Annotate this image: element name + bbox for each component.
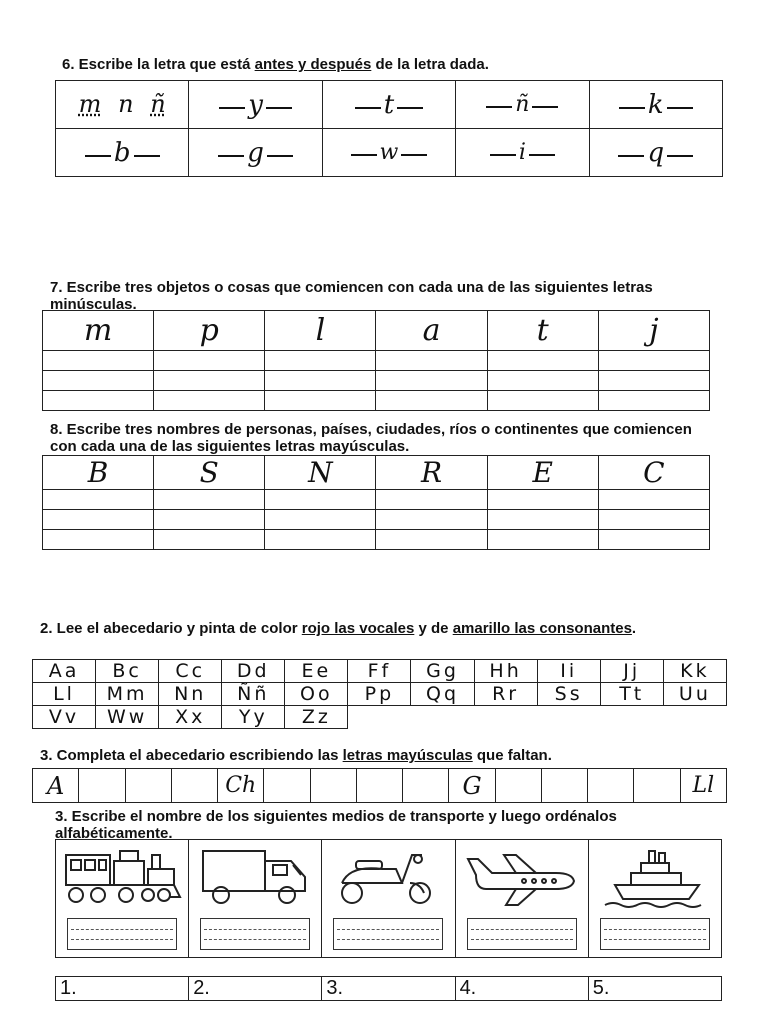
write-cell[interactable] xyxy=(598,490,709,510)
capital-cell[interactable] xyxy=(588,769,634,803)
capital-cell[interactable] xyxy=(125,769,171,803)
letter-cell[interactable]: Nn xyxy=(159,683,222,706)
transport-cell-truck xyxy=(189,840,322,958)
ex6-cell[interactable]: y xyxy=(189,81,322,129)
transport-cell-airplane xyxy=(455,840,588,958)
ex8-letter: E xyxy=(487,456,598,490)
ex6-cell[interactable]: q xyxy=(589,129,722,177)
write-cell[interactable] xyxy=(265,371,376,391)
name-field[interactable] xyxy=(67,918,177,950)
write-cell[interactable] xyxy=(43,371,154,391)
capital-cell[interactable] xyxy=(171,769,217,803)
ex7-letter: m xyxy=(43,311,154,351)
ex8-letter: N xyxy=(265,456,376,490)
ex6-cell[interactable]: i xyxy=(456,129,589,177)
name-field[interactable] xyxy=(333,918,443,950)
transport-cell-train xyxy=(56,840,189,958)
write-cell[interactable] xyxy=(265,391,376,411)
letter-cell[interactable]: Ii xyxy=(537,660,600,683)
letter-cell[interactable]: Zz xyxy=(285,706,348,729)
letter-cell[interactable]: Mm xyxy=(96,683,159,706)
capital-cell[interactable]: G xyxy=(449,769,495,803)
ex7-letter: a xyxy=(376,311,487,351)
write-cell[interactable] xyxy=(154,530,265,550)
ex8-table xyxy=(42,455,710,550)
letter-cell[interactable]: Dd xyxy=(222,660,285,683)
ship-icon xyxy=(595,847,715,909)
ex8-letter: R xyxy=(376,456,487,490)
empty-cell xyxy=(348,706,727,729)
name-field[interactable] xyxy=(467,918,577,950)
write-cell[interactable] xyxy=(154,351,265,371)
write-cell[interactable] xyxy=(154,510,265,530)
train-icon xyxy=(62,847,182,909)
letter-cell[interactable]: Yy xyxy=(222,706,285,729)
letter-cell[interactable]: Ññ xyxy=(222,683,285,706)
order-table xyxy=(55,976,722,1001)
ex8-letter: S xyxy=(154,456,265,490)
ex3b-title: 3. Escribe el nombre de los siguientes medios de transporte y luego ordénalos alfabéticamente. xyxy=(55,808,720,842)
write-cell[interactable] xyxy=(154,391,265,411)
ex2-title: 2. Lee el abecedario y pinta de color rojo las vocales y de amarillo las consonantes. xyxy=(40,620,637,637)
write-cell[interactable] xyxy=(487,371,598,391)
write-cell[interactable] xyxy=(376,530,487,550)
ex6-title: 6. Escribe la letra que está antes y después de la letra dada. xyxy=(62,56,489,73)
write-cell[interactable] xyxy=(487,391,598,411)
letter-cell[interactable]: Ff xyxy=(348,660,411,683)
write-cell[interactable] xyxy=(598,351,709,371)
transport-cell-ship xyxy=(588,840,721,958)
write-cell[interactable] xyxy=(43,351,154,371)
order-cell[interactable]: 2. xyxy=(189,977,322,1001)
capital-cell[interactable] xyxy=(634,769,680,803)
order-cell[interactable]: 1. xyxy=(56,977,189,1001)
ex6-cell[interactable]: w xyxy=(322,129,455,177)
letter-cell[interactable]: Oo xyxy=(285,683,348,706)
capital-cell[interactable]: Ch xyxy=(218,769,264,803)
write-cell[interactable] xyxy=(598,530,709,550)
ex7-letter: l xyxy=(265,311,376,351)
letter-cell[interactable]: Qq xyxy=(411,683,474,706)
capital-cell[interactable] xyxy=(356,769,402,803)
write-cell[interactable] xyxy=(154,490,265,510)
letter-cell[interactable]: Gg xyxy=(411,660,474,683)
ex7-letter: t xyxy=(487,311,598,351)
write-cell[interactable] xyxy=(265,510,376,530)
ex7-letter: j xyxy=(598,311,709,351)
write-cell[interactable] xyxy=(598,510,709,530)
capital-cell[interactable] xyxy=(541,769,587,803)
letter-cell[interactable]: Kk xyxy=(663,660,726,683)
letter-cell[interactable]: Cc xyxy=(159,660,222,683)
letter-cell[interactable]: Pp xyxy=(348,683,411,706)
ex8-letter: B xyxy=(43,456,154,490)
letter-cell[interactable]: Jj xyxy=(600,660,663,683)
ex7-title: 7. Escribe tres objetos o cosas que comiencen con cada una de las siguientes letras minúsculas. xyxy=(50,279,653,313)
write-cell[interactable] xyxy=(265,351,376,371)
write-cell[interactable] xyxy=(43,510,154,530)
capital-cell[interactable] xyxy=(495,769,541,803)
letter-cell[interactable]: Ss xyxy=(537,683,600,706)
write-cell[interactable] xyxy=(43,490,154,510)
write-cell[interactable] xyxy=(487,510,598,530)
write-cell[interactable] xyxy=(154,371,265,391)
write-cell[interactable] xyxy=(43,391,154,411)
letter-cell[interactable]: Rr xyxy=(474,683,537,706)
ex7-letter: p xyxy=(154,311,265,351)
ex8-title: 8. Escribe tres nombres de personas, países, ciudades, ríos o continentes que comiencen con cada una de las siguientes letras mayúsculas. xyxy=(50,421,692,455)
letter-cell[interactable]: Hh xyxy=(474,660,537,683)
ex3a-title: 3. Completa el abecedario escribiendo las letras mayúsculas que faltan. xyxy=(40,747,552,764)
letter-cell[interactable]: Ll xyxy=(33,683,96,706)
ex6-cell[interactable]: k xyxy=(589,81,722,129)
transport-cell-scooter xyxy=(322,840,455,958)
write-cell[interactable] xyxy=(487,490,598,510)
write-cell[interactable] xyxy=(598,391,709,411)
write-cell[interactable] xyxy=(43,530,154,550)
letter-cell[interactable]: Ee xyxy=(285,660,348,683)
capital-cell[interactable] xyxy=(264,769,310,803)
ex6-table xyxy=(55,80,723,177)
write-cell[interactable] xyxy=(265,530,376,550)
write-cell[interactable] xyxy=(376,490,487,510)
capital-cell[interactable] xyxy=(403,769,449,803)
write-cell[interactable] xyxy=(487,530,598,550)
ex6-cell[interactable]: b xyxy=(56,129,189,177)
ex6-cell[interactable]: g xyxy=(189,129,322,177)
letter-cell[interactable]: Xx xyxy=(159,706,222,729)
capital-cell[interactable]: Ll xyxy=(680,769,726,803)
letter-cell[interactable]: Uu xyxy=(663,683,726,706)
name-field[interactable] xyxy=(600,918,710,950)
capital-cell[interactable] xyxy=(310,769,356,803)
letter-cell[interactable]: Tt xyxy=(600,683,663,706)
capitals-strip xyxy=(32,768,727,803)
letter-cell[interactable]: Bc xyxy=(96,660,159,683)
write-cell[interactable] xyxy=(487,351,598,371)
capital-cell[interactable]: A xyxy=(33,769,79,803)
airplane-icon xyxy=(462,847,582,909)
write-cell[interactable] xyxy=(598,371,709,391)
capital-cell[interactable] xyxy=(79,769,125,803)
order-cell[interactable]: 4. xyxy=(455,977,588,1001)
name-field[interactable] xyxy=(200,918,310,950)
ex6-cell[interactable]: ñ xyxy=(456,81,589,129)
ex6-cell[interactable]: t xyxy=(322,81,455,129)
write-cell[interactable] xyxy=(376,391,487,411)
truck-icon xyxy=(195,847,315,909)
scooter-icon xyxy=(328,847,448,909)
write-cell[interactable] xyxy=(376,510,487,530)
transport-table xyxy=(55,839,722,958)
order-cell[interactable]: 5. xyxy=(588,977,721,1001)
ex7-table xyxy=(42,310,710,411)
order-cell[interactable]: 3. xyxy=(322,977,455,1001)
write-cell[interactable] xyxy=(376,371,487,391)
letter-cell[interactable]: Ww xyxy=(96,706,159,729)
ex6-cell[interactable]: m n ñ xyxy=(56,81,189,129)
write-cell[interactable] xyxy=(265,490,376,510)
ex8-letter: C xyxy=(598,456,709,490)
write-cell[interactable] xyxy=(376,351,487,371)
alphabet-table xyxy=(32,659,727,729)
letter-cell[interactable]: Aa xyxy=(33,660,96,683)
letter-cell[interactable]: Vv xyxy=(33,706,96,729)
